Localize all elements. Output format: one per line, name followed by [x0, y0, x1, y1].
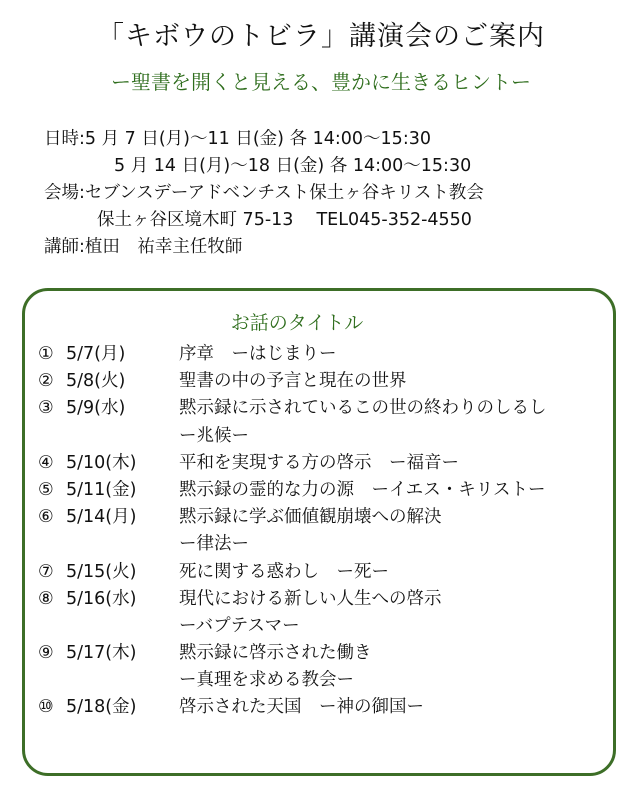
talk-title: 現代における新しい人生への啓示	[179, 588, 442, 609]
talk-number: ⑨	[38, 643, 54, 664]
talk-number: ②	[38, 371, 54, 392]
talk-date: 5/8(火)	[66, 371, 126, 392]
talk-date: 5/11(金)	[66, 479, 137, 500]
talk-date: 5/17(木)	[66, 643, 137, 664]
talk-item	[38, 640, 547, 667]
talk-number: ④	[38, 452, 54, 473]
talk-date: 5/14(月)	[66, 507, 137, 528]
talk-item	[38, 586, 547, 613]
talk-title: 平和を実現する方の啓示 ー福音ー	[179, 452, 459, 473]
talk-subtitle: ー律法ー	[179, 534, 249, 555]
talk-date: 5/16(水)	[66, 588, 137, 609]
talk-item	[38, 450, 547, 477]
talk-number: ①	[38, 344, 54, 364]
talk-title: 黙示録に示されているこの世の終わりのしるし	[179, 398, 547, 419]
talk-date: 5/7(月)	[66, 344, 126, 364]
talk-item	[38, 504, 547, 531]
talk-number: ⑤	[38, 479, 54, 500]
page-title: 「キボウのトビラ」講演会のご案内	[97, 21, 545, 52]
talk-title: 聖書の中の予言と現在の世界	[179, 371, 407, 392]
talk-title: 黙示録に啓示された働き	[179, 643, 372, 664]
datetime-line-2: 5 月 14 日(月)〜18 日(金) 各 14:00〜15:30	[114, 156, 472, 176]
page-subtitle: ー聖書を開くと見える、豊かに生きるヒントー	[111, 70, 531, 94]
talk-date: 5/10(木)	[66, 452, 137, 473]
talk-number: ⑦	[38, 561, 54, 582]
talk-title: 啓示された天国 ー神の御国ー	[179, 697, 424, 718]
talk-number: ⑥	[38, 507, 54, 528]
speaker-line: 講師:植田 祐幸主任牧師	[44, 237, 243, 257]
talk-subtitle: ー兆候ー	[179, 425, 249, 446]
talk-date: 5/18(金)	[66, 697, 137, 718]
talk-number: ⑧	[38, 588, 54, 609]
talk-list	[38, 341, 547, 722]
talk-item	[38, 477, 547, 504]
venue-line-1: 会場:セブンスデーアドベンチスト保土ヶ谷キリスト教会	[44, 183, 484, 203]
talk-title: 黙示録に学ぶ価値観崩壊への解決	[179, 507, 442, 528]
talk-title: 序章 ーはじまりー	[179, 344, 337, 364]
talk-date: 5/15(火)	[66, 561, 137, 582]
datetime-line-1: 日時:5 月 7 日(月)〜11 日(金) 各 14:00〜15:30	[44, 129, 431, 149]
talk-subtitle: ーバプテスマー	[179, 615, 300, 636]
talk-number: ③	[38, 398, 54, 419]
talk-title: 死に関する惑わし ー死ー	[179, 561, 389, 582]
talk-titles-heading: お話のタイトル	[230, 312, 364, 334]
talk-item	[38, 694, 547, 721]
event-info	[44, 126, 484, 261]
talk-item	[38, 395, 547, 422]
talk-title: 黙示録の霊的な力の源 ーイエス・キリストー	[179, 479, 546, 500]
talk-subtitle: ー真理を求める教会ー	[179, 670, 354, 691]
talk-number: ⑩	[38, 697, 54, 718]
talk-item	[38, 559, 547, 586]
talk-item	[38, 341, 547, 368]
talk-item	[38, 368, 547, 395]
venue-line-2: 保土ヶ谷区境木町 75-13 TEL045-352-4550	[97, 210, 472, 230]
talk-date: 5/9(水)	[66, 398, 126, 419]
